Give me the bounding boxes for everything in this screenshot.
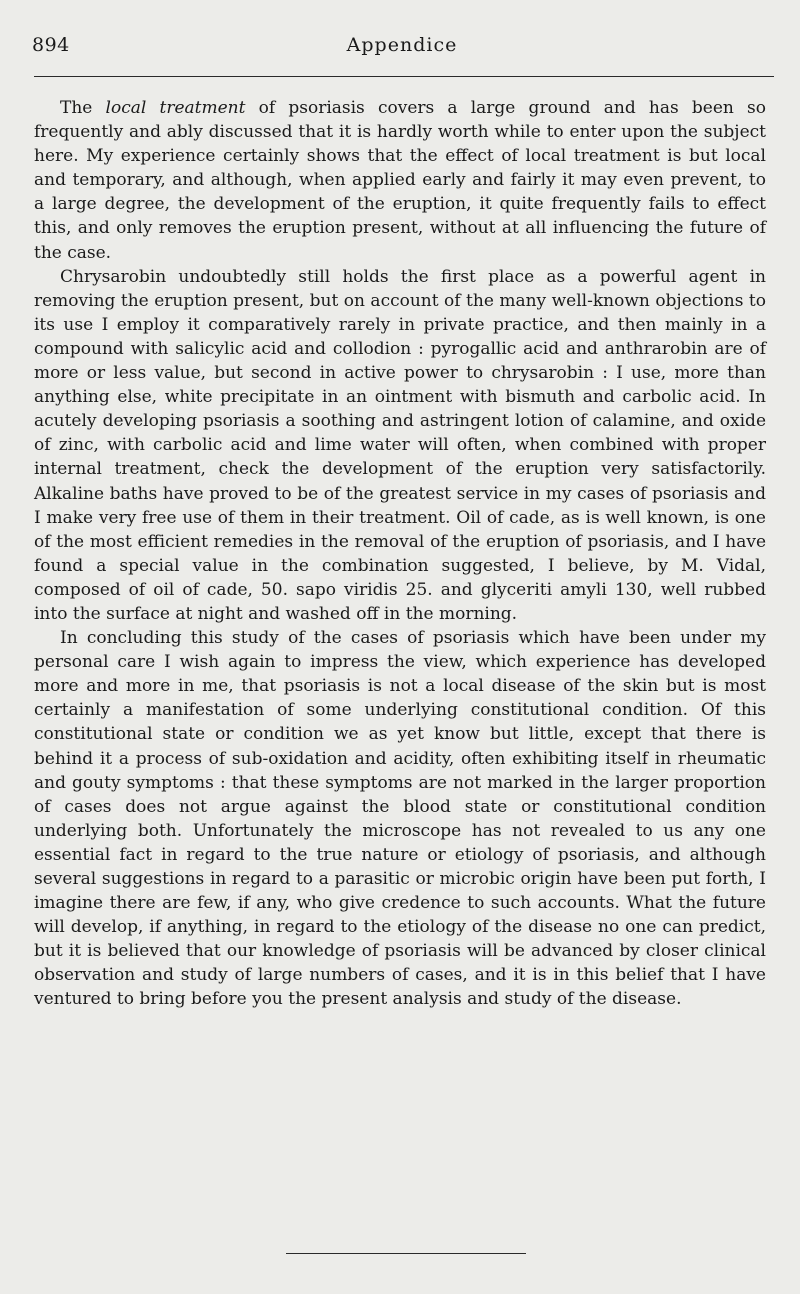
paragraph-lead: The	[60, 98, 106, 118]
header-divider	[34, 76, 774, 77]
paragraph-conclusion: In concluding this study of the cases of psoriasis which have been under my personal care I wish again to impress the view, which experience has developed more and more in me, that psoriasis is not a local disease of the skin but is most certainly a manifestation of some underlying constitutional condition. Of this constitutional state or condition we as yet know but little, except that there is behind it a process of sub-oxidation and acidity, often exhibiting itself in rheumatic and gouty symptoms : that these symptoms are not marked in the larger proportion of cases does not argue against the blood state or constitutional condition underlying both. Unfortunately the microscope has not revealed to us any one essential fact in regard to the true nature or etiology of psoriasis, and although several suggestions in regard to a parasitic or microbic origin have been put forth, I imagine there are few, if any, who give credence to such accounts. What the future will develop, if anything, in regard to the etiology of the disease no one can predict, but it is believed that our knowledge of psoriasis will be advanced by closer clinical observation and study of large numbers of cases, and it is in this belief that I have ventured to bring before you the present analysis and study of the disease.	[34, 628, 766, 1010]
paragraph-text: of psoriasis covers a large ground and has been so frequently and ably discussed that it is hardly worth while to enter upon the subject here. My experience certainly shows that the effect of local treatment is but local and temporary, and although, when applied early and fairly it may even prevent, to a large degree, the development of the eruption, it quite frequently fails to effect this, and only removes the eruption present, without at all influencing the future of the case.	[34, 98, 766, 263]
paragraph-local-treatment	[34, 96, 766, 265]
paragraph-chrysarobin: Chrysarobin undoubtedly still holds the first place as a powerful agent in removing the eruption present, but on account of the many well-known objections to its use I employ it comparatively rarely in private practice, and then mainly in a compound with salicylic acid and collodion : pyrogallic acid and anthrarobin are of more or less value, but second in active power to chrysarobin : I use, more than anything else, white precipitate in an ointment with bismuth and carbolic acid. In acutely developing psoriasis a soothing and astringent lotion of calamine, and oxide of zinc, with carbolic acid and lime water will often, when combined with proper internal treatment, check the development of the eruption very satisfactorily. Alkaline baths have proved to be of the greatest service in my cases of psoriasis and I make very free use of them in their treatment. Oil of cade, as is well known, is one of the most efficient remedies in the removal of the eruption of psoriasis, and I have found a special value in the combination suggested, I believe, by M. Vidal, composed of oil of cade, 50. sapo viridis 25. and glyceriti amyli 130, well rubbed into the surface at night and washed off in the morning.	[34, 266, 766, 624]
page-number: 894	[32, 34, 70, 56]
body-text	[34, 96, 766, 1012]
running-head	[32, 34, 772, 60]
running-title: Appendice	[346, 34, 458, 56]
emphasized-phrase: local treatment	[105, 98, 246, 118]
closing-divider	[286, 1253, 526, 1254]
